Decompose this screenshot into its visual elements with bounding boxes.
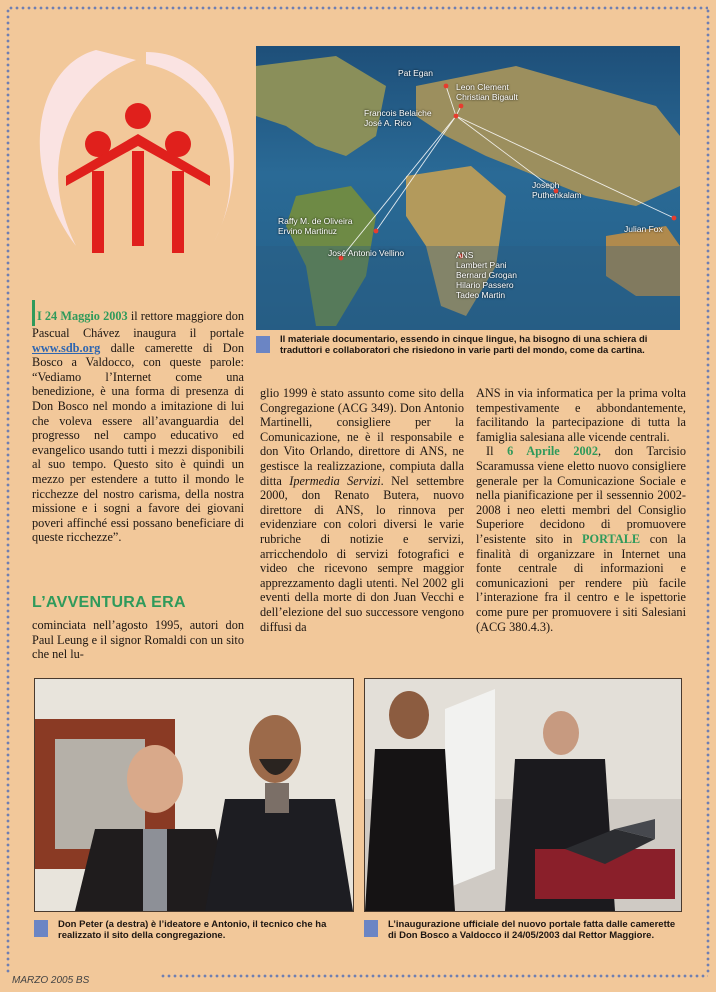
col2-text-b: . Nel settembre 2000, don Renato Butera, nuovo direttore di ANS, lo rinnova per evidenziare con colori diversi le varie rubriche di notizie e servizi, arricchendolo di servizi fotografici e video che ricevono sempre maggior apprezzamento dagli utenti. Nel 2002 gli eventi della morte di don Juan Vecchi e dell’elezione del suo successore vengono diffusi da (260, 473, 464, 634)
photo-inauguration (364, 678, 682, 912)
col3-text-b: , don Tarcisio Scaramussa viene eletto nuovo consigliere generale per la Comunicazione Sociale e nella pianificazione per il sessennio 2002-2008 i neo eletti membri del Consiglio Superiore decidono di promuovere l’esistente sito in (476, 444, 686, 546)
col3-portale: PORTALE (582, 531, 641, 546)
column-2 (260, 386, 464, 634)
left-dotted-border (6, 8, 10, 974)
photo-inauguration-graphic (365, 679, 681, 911)
map-label-francois: Francois Belaiche José A. Rico (364, 108, 432, 128)
page-footer: MARZO 2005 BS (12, 975, 90, 986)
caption-right: L’inaugurazione ufficiale del nuovo portale fatta dalle camerette di Don Bosco a Valdocco il 24/05/2003 dal Rettor Maggiore. (388, 919, 676, 941)
world-map-image (256, 46, 680, 330)
map-label-ans: ANS Lambert Pani Bernard Grogan Hilario Passero Tadeo Martin (456, 250, 517, 300)
lead-date: I 24 Maggio 2003 (37, 309, 128, 323)
salesian-logo (26, 46, 244, 286)
caption-square (256, 336, 270, 353)
map-label-jose: José Antonio Vellino (328, 248, 405, 258)
dropcap-bar (32, 300, 35, 326)
caption-square-left (34, 920, 48, 937)
column-3 (476, 386, 686, 634)
lead-text-2: dalle camerette di Don Bosco a Valdocco, con queste parole: “Vediamo l’Internet come una benedizione, è una forma di presenza di Don Bosco nel mondo a imitazione di lui che voleva essere all’avanguardia del progresso nel campo educativo ed evangelico usando tutti i mezzi disponibili al suo tempo. Questo sito è quindi un mezzo per estendere a tutto il mondo le ricchezze del nostro carisma, della nostra missione e i sogni a favore dei giovani poveri affinché essi possano beneficiare di queste ricchezze”. (32, 340, 244, 545)
photo-don-peter-antonio (34, 678, 354, 912)
col3-date: 6 Aprile 2002 (507, 444, 598, 459)
col3-text-a: ANS in via informatica per la prima volta tempestivamente e abbondantemente, facilitando la partecipazione di tutta la famiglia salesiana alle vicende centrali. (476, 386, 686, 444)
lead-text-1: il rettore maggiore don Pascual Chávez inaugura il portale (32, 309, 245, 340)
bottom-dotted-border (160, 974, 708, 978)
map-label-pat: Pat Egan (398, 68, 433, 78)
map-caption: Il materiale documentario, essendo in cinque lingue, ha bisogno di una schiera di traduttori e collaboratori che risiedono in varie parti del mondo, come da cartina. (280, 334, 648, 356)
col3-text-c: con la finalità di organizzare in Internet una fonte centrale di informazioni e comunicazioni per rendere più facile l’interazione fra il centro e le ispettorie come pure per promuovere i siti Salesiani (ACG 380.4.3). (476, 531, 686, 634)
column-1-lead (32, 300, 244, 545)
col2-text-a: glio 1999 è stato assunto come sito della Congregazione (ACG 349). Don Antonio Martinelli, consigliere per la Comunicazione, ne è il responsabile e don Vito Orlando, direttore di ANS, ne gestisce la realizzazione, compiuta dalla ditta (260, 386, 464, 488)
col3-para2-pre: Il (486, 444, 508, 459)
map-label-joseph: Joseph Puthenkalam (532, 180, 582, 200)
section-heading: L’AVVENTURA ERA (32, 594, 186, 611)
sdb-link[interactable]: www.sdb.org (32, 340, 101, 355)
col2-italic: Ipermedia Servizi (289, 473, 381, 488)
salesian-family-logo-icon (26, 46, 244, 286)
top-dotted-border (8, 6, 708, 10)
map-label-julian: Julian Fox (624, 224, 663, 234)
right-dotted-border (706, 8, 710, 974)
map-label-leon: Leon Clement Christian Bigault (456, 82, 518, 102)
column-1-after-heading: cominciata nell’agosto 1995, autori don Paul Leung e il signor Romaldi con un sito che nel lu- (32, 618, 244, 662)
caption-square-right (364, 920, 378, 937)
caption-left: Don Peter (a destra) è l’ideatore e Antonio, il tecnico che ha realizzato il sito della congregazione. (58, 919, 327, 941)
map-label-raffy: Raffy M. de Oliveira Ervino Martinuz (278, 216, 353, 236)
photo-people-graphic (35, 679, 353, 911)
